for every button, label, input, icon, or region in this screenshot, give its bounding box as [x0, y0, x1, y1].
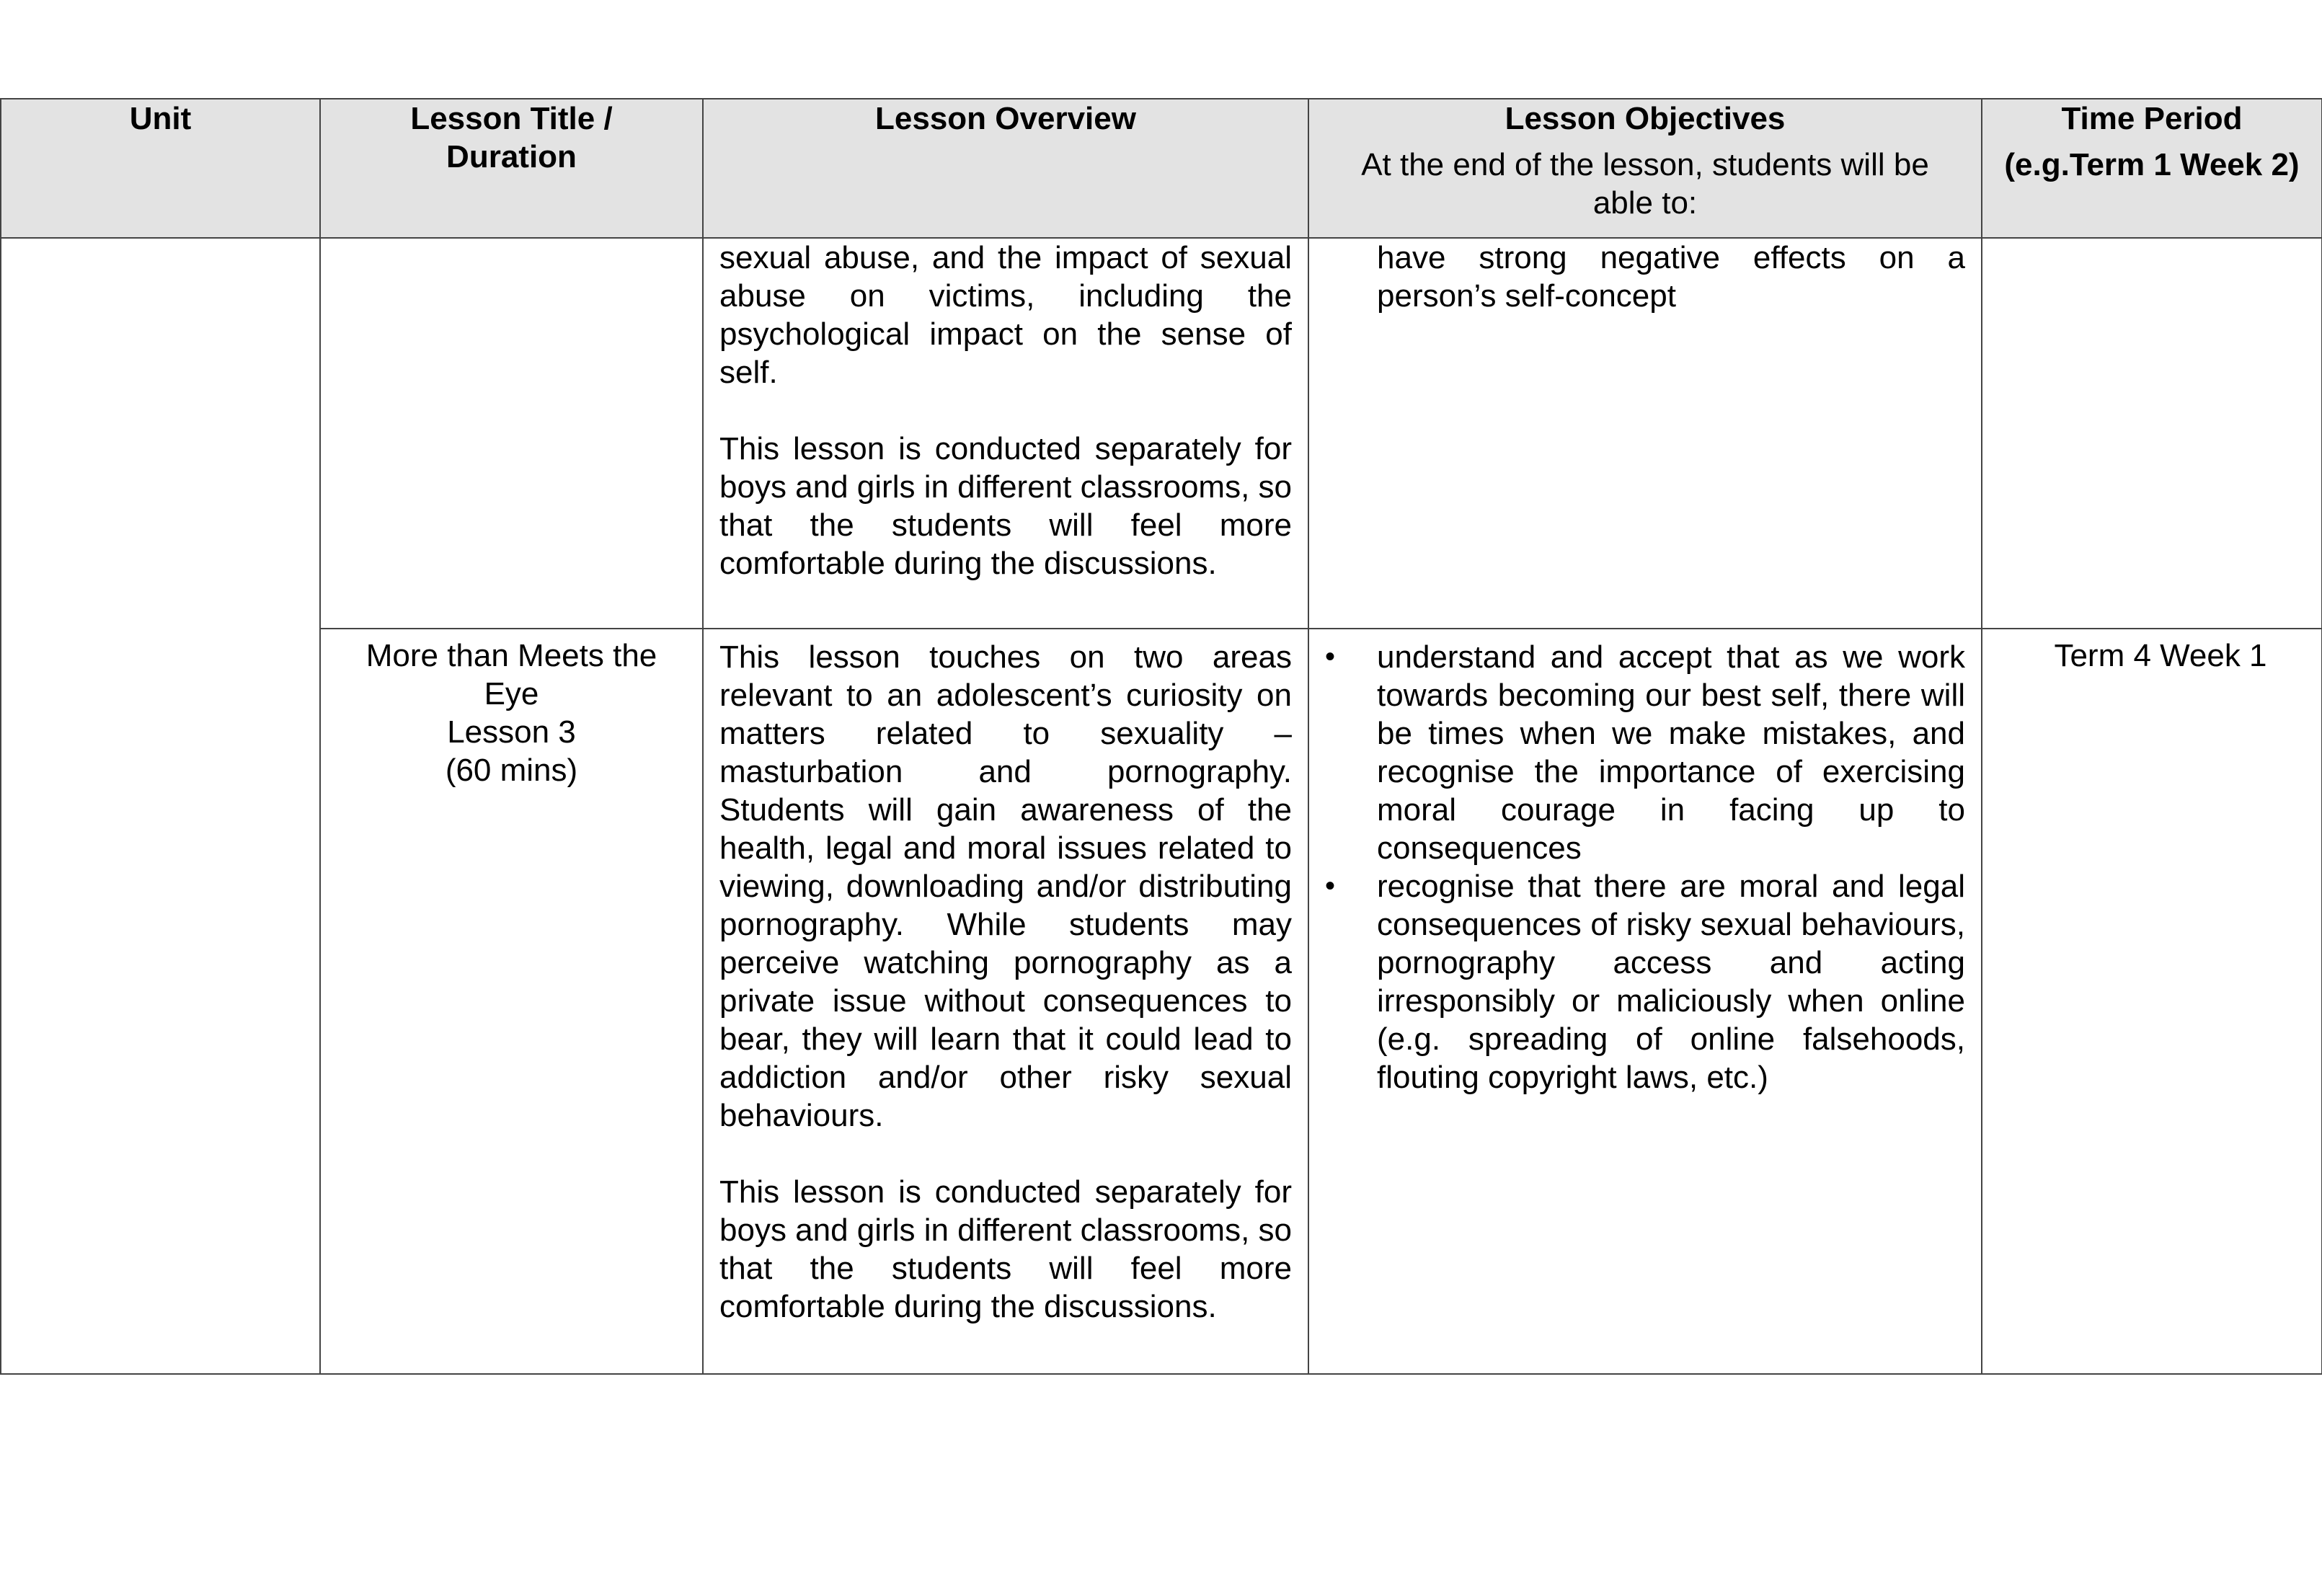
header-lesson-objectives-sub: At the end of the lesson, students will be able to: — [1361, 147, 1929, 221]
time-period-cell — [1982, 629, 2322, 1374]
time-period-cell — [1982, 238, 2322, 629]
table-header — [1, 99, 2322, 238]
lesson-overview-cell — [703, 238, 1308, 629]
header-lesson-objectives — [1308, 99, 1982, 238]
bullet-icon: • — [1325, 641, 1336, 673]
objective-text: recognise that there are moral and legal consequences of risky sexual behaviours, pornography access and acting irresponsibly or maliciously when online (e.g. spreading of online falsehoods, flouting copyright laws, etc.) — [1377, 869, 1965, 1095]
lesson-number: Lesson 3 — [447, 714, 576, 750]
objective-item — [1325, 638, 1965, 867]
header-time-period-label: Time Period — [2061, 101, 2243, 136]
header-unit — [1, 99, 320, 238]
lesson-title-cell — [320, 238, 703, 629]
lesson-overview-cell — [703, 629, 1308, 1374]
header-time-period-sub: (e.g.Term 1 Week 2) — [2004, 147, 2300, 182]
overview-paragraph: This lesson is conducted separately for boys and girls in different classrooms, so that the students will feel more comfortable during the discussions. — [719, 1174, 1292, 1324]
header-unit-label: Unit — [129, 101, 192, 136]
overview-paragraph: sexual abuse, and the impact of sexual abuse on victims, including the psychological impact on the sense of self. — [719, 240, 1292, 390]
table-body — [1, 238, 2322, 1374]
header-lesson-objectives-label: Lesson Objectives — [1505, 101, 1786, 136]
lesson-plan-page — [0, 98, 2322, 1375]
time-period-value: Term 4 Week 1 — [2054, 638, 2267, 673]
objective-continuation: have strong negative effects on a person’s self-concept — [1377, 240, 1965, 314]
lesson-objectives-cell — [1308, 629, 1982, 1374]
header-lesson-overview-label: Lesson Overview — [875, 101, 1136, 136]
objective-text: understand and accept that as we work towards becoming our best self, there will be times when we make mistakes, and recognise the importance of exercising moral courage in facing up to consequences — [1377, 639, 1965, 866]
overview-paragraph: This lesson is conducted separately for boys and girls in different classrooms, so that the students will feel more comfortable during the discussions. — [719, 431, 1292, 581]
lesson-duration: (60 mins) — [445, 753, 578, 788]
header-time-period — [1982, 99, 2322, 238]
header-lesson-title-line2: Duration — [446, 139, 577, 174]
objective-item — [1325, 867, 1965, 1096]
lesson-objectives-cell — [1308, 238, 1982, 629]
table-row — [1, 238, 2322, 629]
lesson-title-line: More than Meets the — [365, 638, 657, 673]
header-row — [1, 99, 2322, 238]
overview-paragraph: This lesson touches on two areas relevant to an adolescent’s curiosity on matters related to sexuality – masturbation and pornography. Students will gain awareness of the health, legal and moral issues related to viewing, downloading and/or distributing pornography. While students may perceive watching pornography as a private issue without consequences to bear, they will learn that it could lead to addiction and/or other risky sexual behaviours. — [719, 639, 1292, 1133]
table-row — [1, 629, 2322, 1374]
header-lesson-title — [320, 99, 703, 238]
bullet-icon: • — [1325, 870, 1336, 902]
objectives-list — [1325, 629, 1965, 1096]
lesson-plan-table — [0, 98, 2322, 1375]
header-lesson-title-line1: Lesson Title / — [410, 101, 613, 136]
unit-cell — [1, 238, 320, 1374]
lesson-title-line: Eye — [484, 676, 539, 711]
header-lesson-overview — [703, 99, 1308, 238]
lesson-title-cell — [320, 629, 703, 1374]
